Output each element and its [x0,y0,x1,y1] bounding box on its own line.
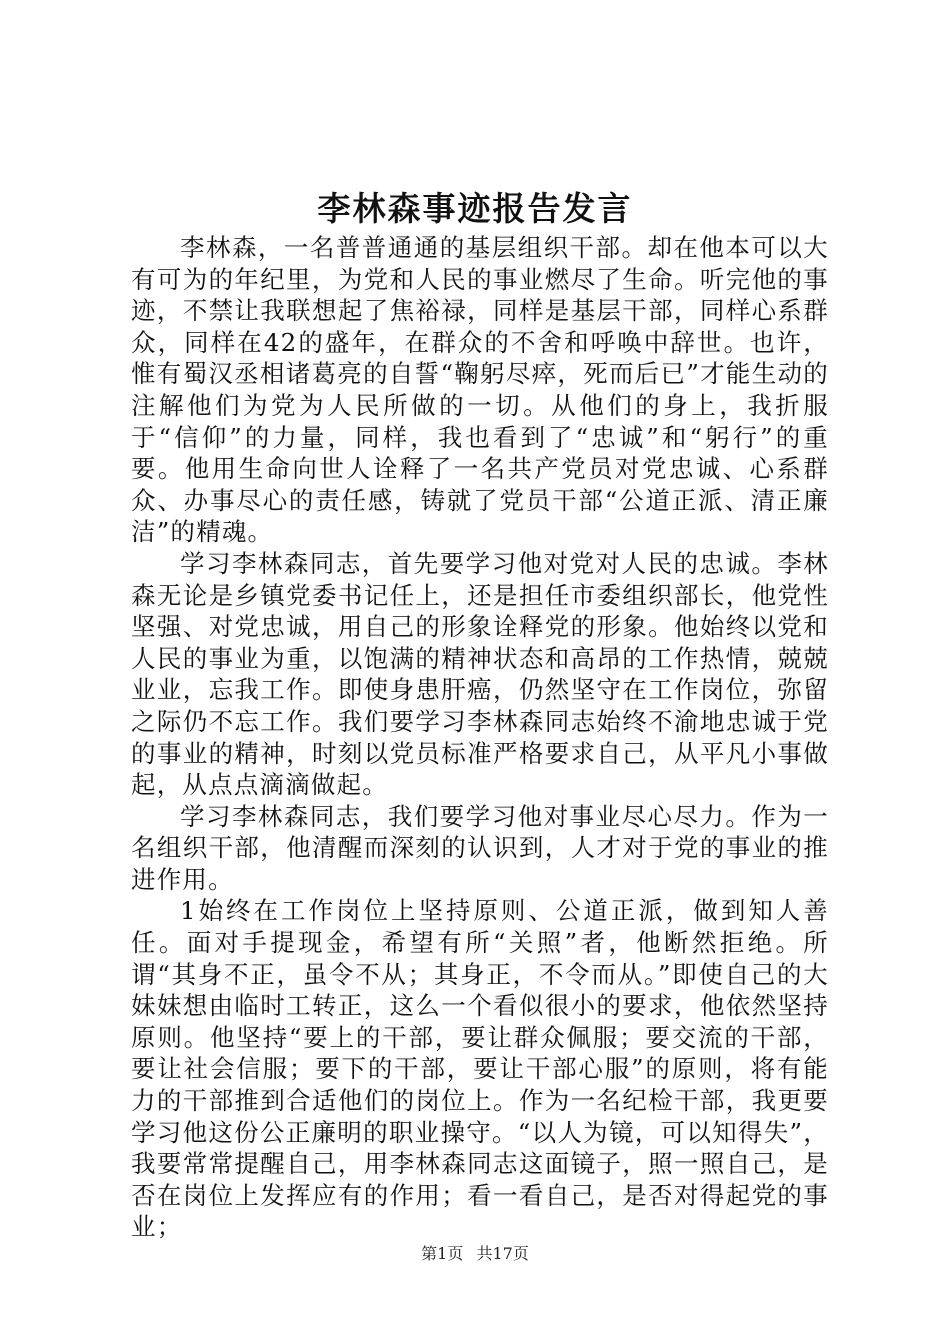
document-body [131,232,829,1243]
page-footer [0,1244,950,1264]
paragraph-2: 学习李林森同志，首先要学习他对党对人民的忠诚。李林森无论是乡镇党委书记任上，还是担任市委组织部长，他党性坚强、对党忠诚，用自己的形象诠释党的形象。他始终以党和人民的事业为重，以饱满的精神状态和高昂的工作热情，兢兢业业，忘我工作。即使身患肝癌，仍然坚守在工作岗位，弥留之际仍不忘工作。我们要学习李林森同志始终不渝地忠诚于党的事业的精神，时刻以党员标准严格要求自己，从平凡小事做起，从点点滴滴做起。 [131,548,829,800]
page-title: 李林森事迹报告发言 [317,189,633,228]
paragraph-3: 学习李林森同志，我们要学习他对事业尽心尽力。作为一名组织干部，他清醒而深刻的认识到，人才对于党的事业的推进作用。 [131,801,829,894]
paragraph-4: 1始终在工作岗位上坚持原则、公道正派，做到知人善任。面对手提现金，希望有所“关照”者，他断然拒绝。所谓“其身不正，虽令不从；其身正，不令而从。”即使自己的大妹妹想由临时工转正，这么一个看似很小的要求，他依然坚持原则。他坚持“要上的干部，要让群众佩服；要交流的干部，要让社会信服；要下的干部，要让干部心服”的原则，将有能力的干部推到合适他们的岗位上。作为一名纪检干部，我更要学习他这份公正廉明的职业操守。“以人为镜，可以知得失”，我要常常提醒自己，用李林森同志这面镜子，照一照自己，是否在岗位上发挥应有的作用；看一看自己，是否对得起党的事业； [131,896,829,1242]
paragraph-1: 李林森，一名普普通通的基层组织干部。却在他本可以大有可为的年纪里，为党和人民的事业燃尽了生命。听完他的事迹，不禁让我联想起了焦裕禄，同样是基层干部，同样心系群众，同样在42的盛年，在群众的不舍和呼唤中辞世。也许，惟有蜀汉丞相诸葛亮的自誓“鞠躬尽瘁，死而后已”才能生动的注解他们为党为人民所做的一切。从他们的身上，我折服于“信仰”的力量，同样，我也看到了“忠诚”和“躬行”的重要。他用生命向世人诠释了一名共产党员对党忠诚、心系群众、办事尽心的责任感，铸就了党员干部“公道正派、清正廉洁”的精魂。 [131,233,829,547]
page-number: 第1页 [421,1244,464,1263]
page-total: 共17页 [476,1244,529,1263]
